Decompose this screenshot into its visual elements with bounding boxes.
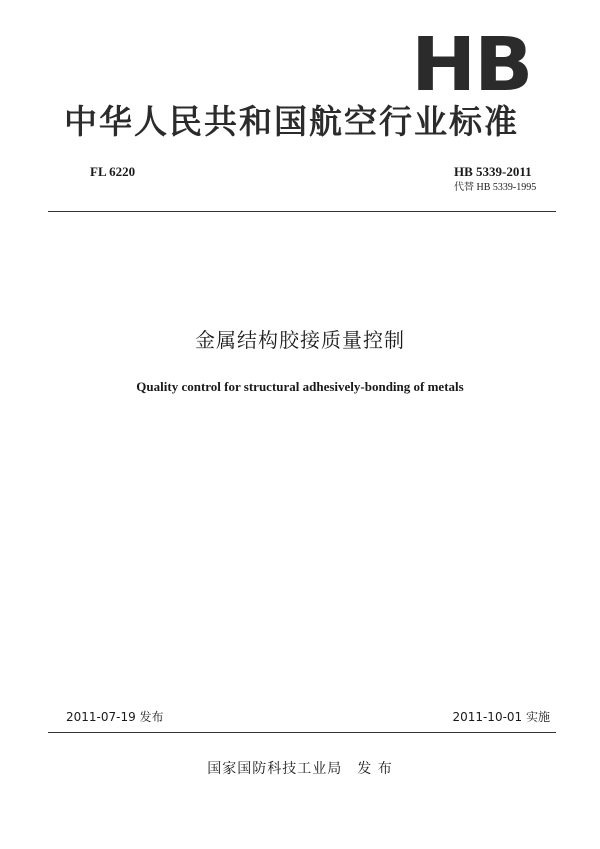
- standard-number-block: [454, 164, 536, 196]
- issuer-title: 中华人民共和国航空行业标准: [64, 102, 519, 141]
- issue-date: 2011-07-19 发布: [66, 710, 164, 724]
- implementation-date: 2011-10-01 实施: [452, 710, 550, 724]
- publisher: 国家国防科技工业局 发 布: [207, 761, 393, 777]
- classification-code: FL 6220: [90, 164, 136, 179]
- hb-logo: HB: [410, 22, 531, 108]
- document-title-chinese: 金属结构胶接质量控制: [195, 328, 405, 352]
- replaces-note: 代替 HB 5339-1995: [454, 182, 537, 193]
- header-divider: [48, 211, 556, 212]
- standard-number: HB 5339-2011: [454, 164, 532, 179]
- document-title-english: Quality control for structural adhesively-bonding of metals: [136, 379, 464, 394]
- footer-divider: [48, 732, 556, 733]
